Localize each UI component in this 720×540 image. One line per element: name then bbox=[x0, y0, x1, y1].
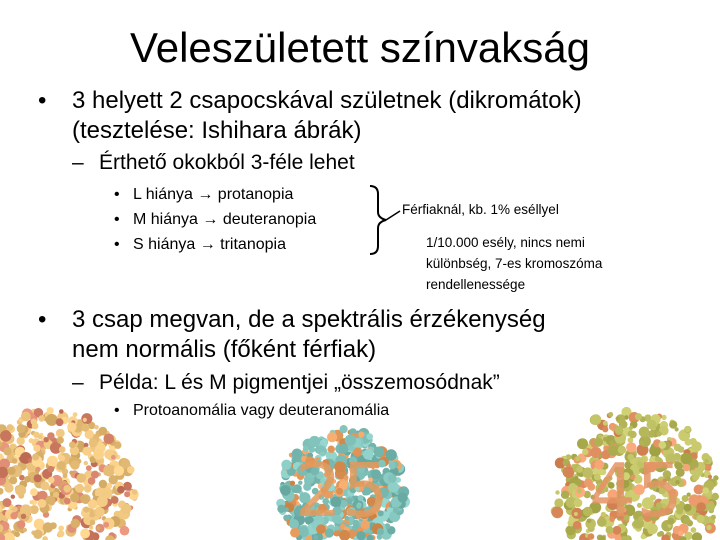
item-tritanopia: S hiánya → tritanopia bbox=[133, 236, 286, 253]
item-marker-3: • bbox=[114, 236, 120, 253]
bullet-1-line-2: (tesztelése: Ishihara ábrák) bbox=[72, 117, 362, 144]
ishihara-plate-right bbox=[551, 407, 719, 540]
item-marker-4: • bbox=[114, 402, 120, 419]
plate-center-digits: 25 bbox=[294, 448, 390, 534]
sub-bullet-1-text: Érthető okokból 3-féle lehet bbox=[99, 151, 355, 174]
ishihara-plate-left bbox=[0, 407, 139, 540]
note-male-probability: Férfiaknál, kb. 1% eséllyel bbox=[402, 202, 559, 217]
slide-title: Veleszületett színvakság bbox=[130, 24, 590, 71]
sub-bullet-2-marker: – bbox=[72, 371, 84, 394]
note-line-2: különbség, 7-es kromoszóma bbox=[426, 256, 603, 271]
bullet-2-line-1: 3 csap megvan, de a spektrális érzékenység bbox=[72, 306, 546, 333]
item-protanopia: L hiánya → protanopia bbox=[133, 186, 294, 203]
bullet-2-marker: • bbox=[38, 306, 47, 333]
bullet-1-line-1: 3 helyett 2 csapocskával születnek (dikromátok) bbox=[72, 87, 582, 114]
sub-bullet-1-marker: – bbox=[72, 151, 84, 174]
plate-right-digits: 45 bbox=[588, 448, 684, 534]
item-deuteranopia: M hiánya → deuteranopia bbox=[133, 211, 317, 228]
item-anomaly: Protoanomália vagy deuteranomália bbox=[133, 402, 390, 419]
bullet-1-marker: • bbox=[38, 87, 47, 114]
sub-bullet-2-text: Példa: L és M pigmentjei „összemosódnak” bbox=[99, 371, 500, 394]
ishihara-plate-center bbox=[276, 425, 410, 540]
note-line-1: 1/10.000 esély, nincs nemi bbox=[426, 235, 585, 250]
item-marker-1: • bbox=[114, 186, 120, 203]
item-marker-2: • bbox=[114, 211, 120, 228]
note-line-3: rendellenessége bbox=[426, 277, 526, 292]
bullet-2-line-2: nem normális (főként férfiak) bbox=[72, 336, 377, 363]
